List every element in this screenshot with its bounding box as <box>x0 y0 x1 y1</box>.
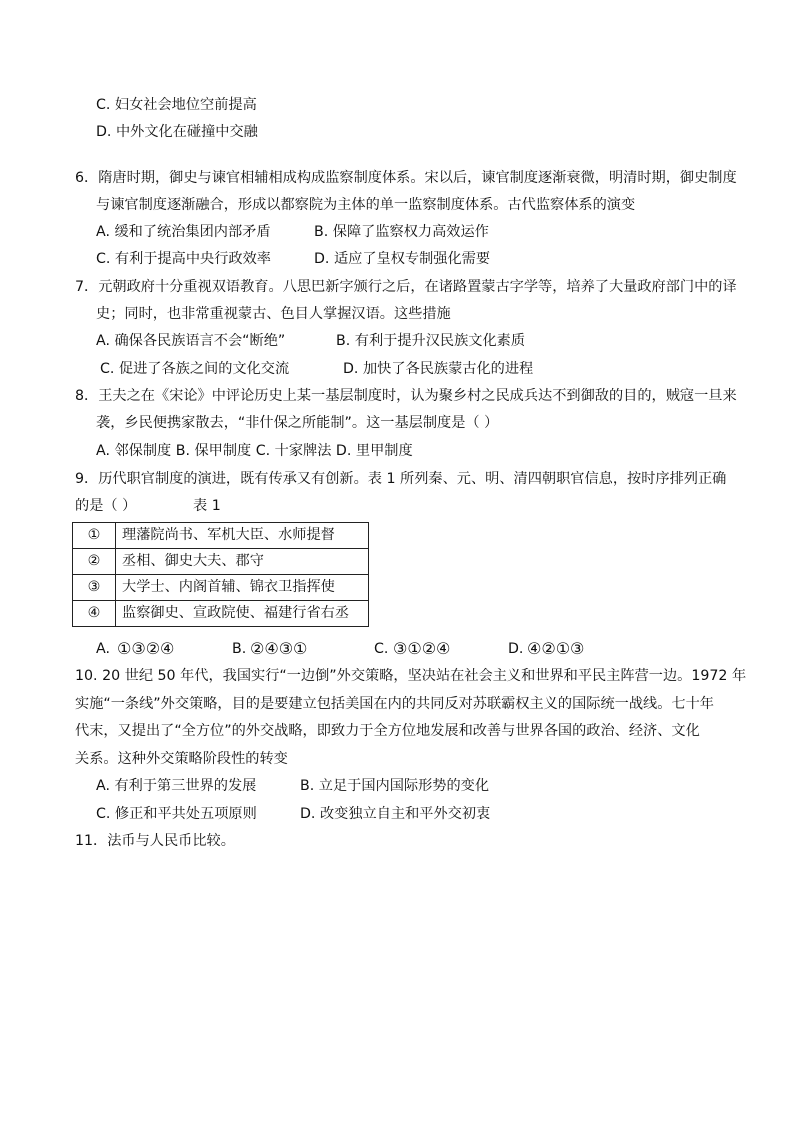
q7-option-c: C. 促进了各族之间的文化交流 <box>100 361 290 377</box>
q6-stem-line1: 6．隋唐时期，御史与谏官相辅相成构成监察制度体系。宋以后，谏官制度逐渐衰微，明清时期，御史制度 <box>75 170 737 186</box>
q8-stem-line1: 8．王夫之在《宋论》中评论历史上某一基层制度时，认为聚乡村之民成兵达不到御敌的目的，贼寇一旦来 <box>75 388 737 404</box>
q9-table <box>72 522 369 627</box>
q8-stem-line2: 袭，乡民便携家散去，“非什保之所能制”。这一基层制度是（ ） <box>96 415 499 431</box>
q10-stem-line3: 代末，又提出了“全方位”的外交战略，即致力于全方位地发展和改善与世界各国的政治、经济、文化 <box>75 723 700 739</box>
q9-option-a-value: ①③②④ <box>117 639 175 658</box>
q9-stem-line1: 9．历代职官制度的演进，既有传承又有创新。表 1 所列秦、元、明、清四朝职官信息，按时序排列正确 <box>75 471 727 487</box>
q10-option-d: D. 改变独立自主和平外交初衷 <box>300 806 491 822</box>
table-row-number: ② <box>73 549 116 575</box>
q6-stem-line2: 与谏官制度逐渐融合，形成以都察院为主体的单一监察制度体系。古代监察体系的演变 <box>96 197 636 213</box>
table-row <box>73 549 369 575</box>
q5-option-d: D. 中外文化在碰撞中交融 <box>96 124 258 140</box>
q9-option-b-value: ②④③① <box>250 639 308 658</box>
q9-option-c-value: ③①②④ <box>393 639 451 658</box>
table-row-number: ④ <box>73 601 116 627</box>
q6-option-a: A. 缓和了统治集团内部矛盾 <box>96 224 271 240</box>
table-row <box>73 575 369 601</box>
q6-option-b: B. 保障了监察权力高效运作 <box>314 224 489 240</box>
q9-option-d-label: D. <box>508 641 524 657</box>
q8-options: A. 邻保制度 B. 保甲制度 C. 十家牌法 D. 里甲制度 <box>96 443 413 459</box>
table-row-number: ③ <box>73 575 116 601</box>
q9-option-a-label: A. <box>96 641 110 657</box>
q9-stem-line2: 的是（ ） <box>75 498 137 514</box>
q5-option-c: C. 妇女社会地位空前提高 <box>96 97 257 113</box>
q9-option-b-label: B. <box>232 641 247 657</box>
q10-option-a: A. 有利于第三世界的发展 <box>96 778 257 794</box>
q9-table-caption: 表 1 <box>193 498 221 514</box>
q6-option-d: D. 适应了皇权专制强化需要 <box>314 251 491 267</box>
q7-stem-line2: 史；同时，也非常重视蒙古、色目人掌握汉语。这些措施 <box>96 306 451 322</box>
q10-option-b: B. 立足于国内国际形势的变化 <box>300 778 490 794</box>
q10-option-c: C. 修正和平共处五项原则 <box>96 806 257 822</box>
q11-stem-line1: 11．法币与人民币比较。 <box>75 833 235 849</box>
q10-stem-line2: 实施“一条线”外交策略，目的是要建立包括美国在内的共同反对苏联霸权主义的国际统一战线。七十年 <box>75 696 714 712</box>
q6-option-c: C. 有利于提高中央行政效率 <box>96 251 271 267</box>
q9-option-c-label: C. <box>374 641 389 657</box>
table-row-content: 大学士、内阁首辅、锦衣卫指挥使 <box>116 575 369 601</box>
q7-option-d: D. 加快了各民族蒙古化的进程 <box>343 361 534 377</box>
table-row-content: 监察御史、宣政院使、福建行省右丞 <box>116 601 369 627</box>
q10-stem-line4: 关系。这种外交策略阶段性的转变 <box>75 751 288 767</box>
table-row-content: 丞相、御史大夫、郡守 <box>116 549 369 575</box>
table-row-content: 理藩院尚书、军机大臣、水师提督 <box>116 523 369 549</box>
table-row <box>73 523 369 549</box>
q7-option-b: B. 有利于提升汉民族文化素质 <box>336 333 526 349</box>
q10-stem-line1: 10. 20 世纪 50 年代，我国实行“一边倒”外交策略，坚决站在社会主义和世界和平民主阵营一边。1972 年 <box>75 668 747 684</box>
q7-option-a: A. 确保各民族语言不会“断绝” <box>96 333 286 349</box>
q9-option-d-value: ④②①③ <box>527 639 585 658</box>
table-row-number: ① <box>73 523 116 549</box>
q7-stem-line1: 7．元朝政府十分重视双语教育。八思巴新字颁行之后，在诸路置蒙古字学等，培养了大量政府部门中的译 <box>75 279 737 295</box>
table-row <box>73 601 369 627</box>
